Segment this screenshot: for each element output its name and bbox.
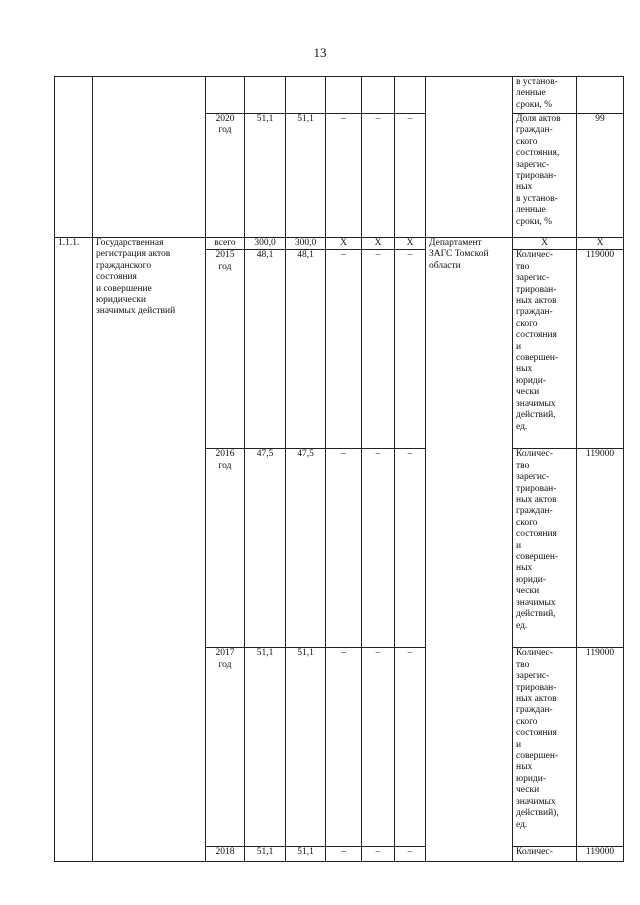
extra-cell bbox=[395, 77, 426, 114]
year-cell: 2016 год bbox=[206, 449, 245, 648]
extra-cell: – bbox=[395, 114, 426, 238]
indicator-cell: Доля актов граждан- ского состояния, зарегис- трирован- ных в установ- ленные сроки, % bbox=[513, 114, 577, 238]
regional-cell: – bbox=[326, 449, 362, 648]
value-cell bbox=[577, 77, 624, 114]
empty-executor-cell bbox=[426, 77, 513, 238]
empty-name-cell bbox=[93, 77, 206, 238]
extra-cell: – bbox=[395, 648, 426, 847]
federal-cell: 47,5 bbox=[286, 449, 326, 648]
value-cell: 119000 bbox=[577, 250, 624, 449]
total-cell: 47,5 bbox=[245, 449, 286, 648]
indicator-cell: Количес- bbox=[513, 847, 577, 862]
year-cell: 2015 год bbox=[206, 250, 245, 449]
total-cell: 51,1 bbox=[245, 114, 286, 238]
program-table bbox=[54, 76, 624, 862]
value-cell: 99 bbox=[577, 114, 624, 238]
local-cell: – bbox=[362, 847, 395, 862]
section-number: 1.1.1. bbox=[55, 238, 93, 862]
total-cell: 300,0 bbox=[245, 238, 286, 250]
executor-cell: Департамент ЗАГС Томской области bbox=[426, 238, 513, 862]
year-cell: 2020 год bbox=[206, 114, 245, 238]
total-cell: 48,1 bbox=[245, 250, 286, 449]
value-cell: 119000 bbox=[577, 847, 624, 862]
indicator-cell: Количес- тво зарегис- трирован- ных актов граждан- ского состояния и совершен- ных юриди- чески значимых действий, ед. bbox=[513, 449, 577, 648]
regional-cell bbox=[326, 77, 362, 114]
table-row bbox=[55, 238, 624, 250]
local-cell: – bbox=[362, 250, 395, 449]
local-cell bbox=[362, 77, 395, 114]
value-cell: 119000 bbox=[577, 648, 624, 847]
total-cell bbox=[245, 77, 286, 114]
federal-cell: 51,1 bbox=[286, 114, 326, 238]
extra-cell: Х bbox=[395, 238, 426, 250]
local-cell: Х bbox=[362, 238, 395, 250]
value-cell: Х bbox=[577, 238, 624, 250]
local-cell: – bbox=[362, 114, 395, 238]
page-number: 13 bbox=[313, 45, 327, 60]
total-cell: 51,1 bbox=[245, 847, 286, 862]
regional-cell: Х bbox=[326, 238, 362, 250]
local-cell: – bbox=[362, 449, 395, 648]
regional-cell: – bbox=[326, 847, 362, 862]
federal-cell: 300,0 bbox=[286, 238, 326, 250]
indicator-cell: Количес- тво зарегис- трирован- ных актов граждан- ского состояния и совершен- ных юриди- чески значимых действий), ед. bbox=[513, 648, 577, 847]
regional-cell: – bbox=[326, 250, 362, 449]
extra-cell: – bbox=[395, 449, 426, 648]
federal-cell: 51,1 bbox=[286, 847, 326, 862]
total-cell: 51,1 bbox=[245, 648, 286, 847]
indicator-cell: в установ- ленные сроки, % bbox=[513, 77, 577, 114]
regional-cell: – bbox=[326, 114, 362, 238]
indicator-cell: Количес- тво зарегис- трирован- ных актов граждан- ского состояния и совершен- ных юриди- чески значимых действий, ед. bbox=[513, 250, 577, 449]
indicator-cell: Х bbox=[513, 238, 577, 250]
extra-cell: – bbox=[395, 847, 426, 862]
regional-cell: – bbox=[326, 648, 362, 847]
local-cell: – bbox=[362, 648, 395, 847]
extra-cell: – bbox=[395, 250, 426, 449]
empty-number-cell bbox=[55, 77, 93, 238]
federal-cell: 48,1 bbox=[286, 250, 326, 449]
section-name: Государственная регистрация актов гражданского состояния и совершение юридически значимых действий bbox=[93, 238, 206, 862]
value-cell: 119000 bbox=[577, 449, 624, 648]
federal-cell bbox=[286, 77, 326, 114]
federal-cell: 51,1 bbox=[286, 648, 326, 847]
year-cell: 2017 год bbox=[206, 648, 245, 847]
year-cell bbox=[206, 77, 245, 114]
year-cell: 2018 bbox=[206, 847, 245, 862]
year-cell: всего bbox=[206, 238, 245, 250]
table-row bbox=[55, 77, 624, 114]
